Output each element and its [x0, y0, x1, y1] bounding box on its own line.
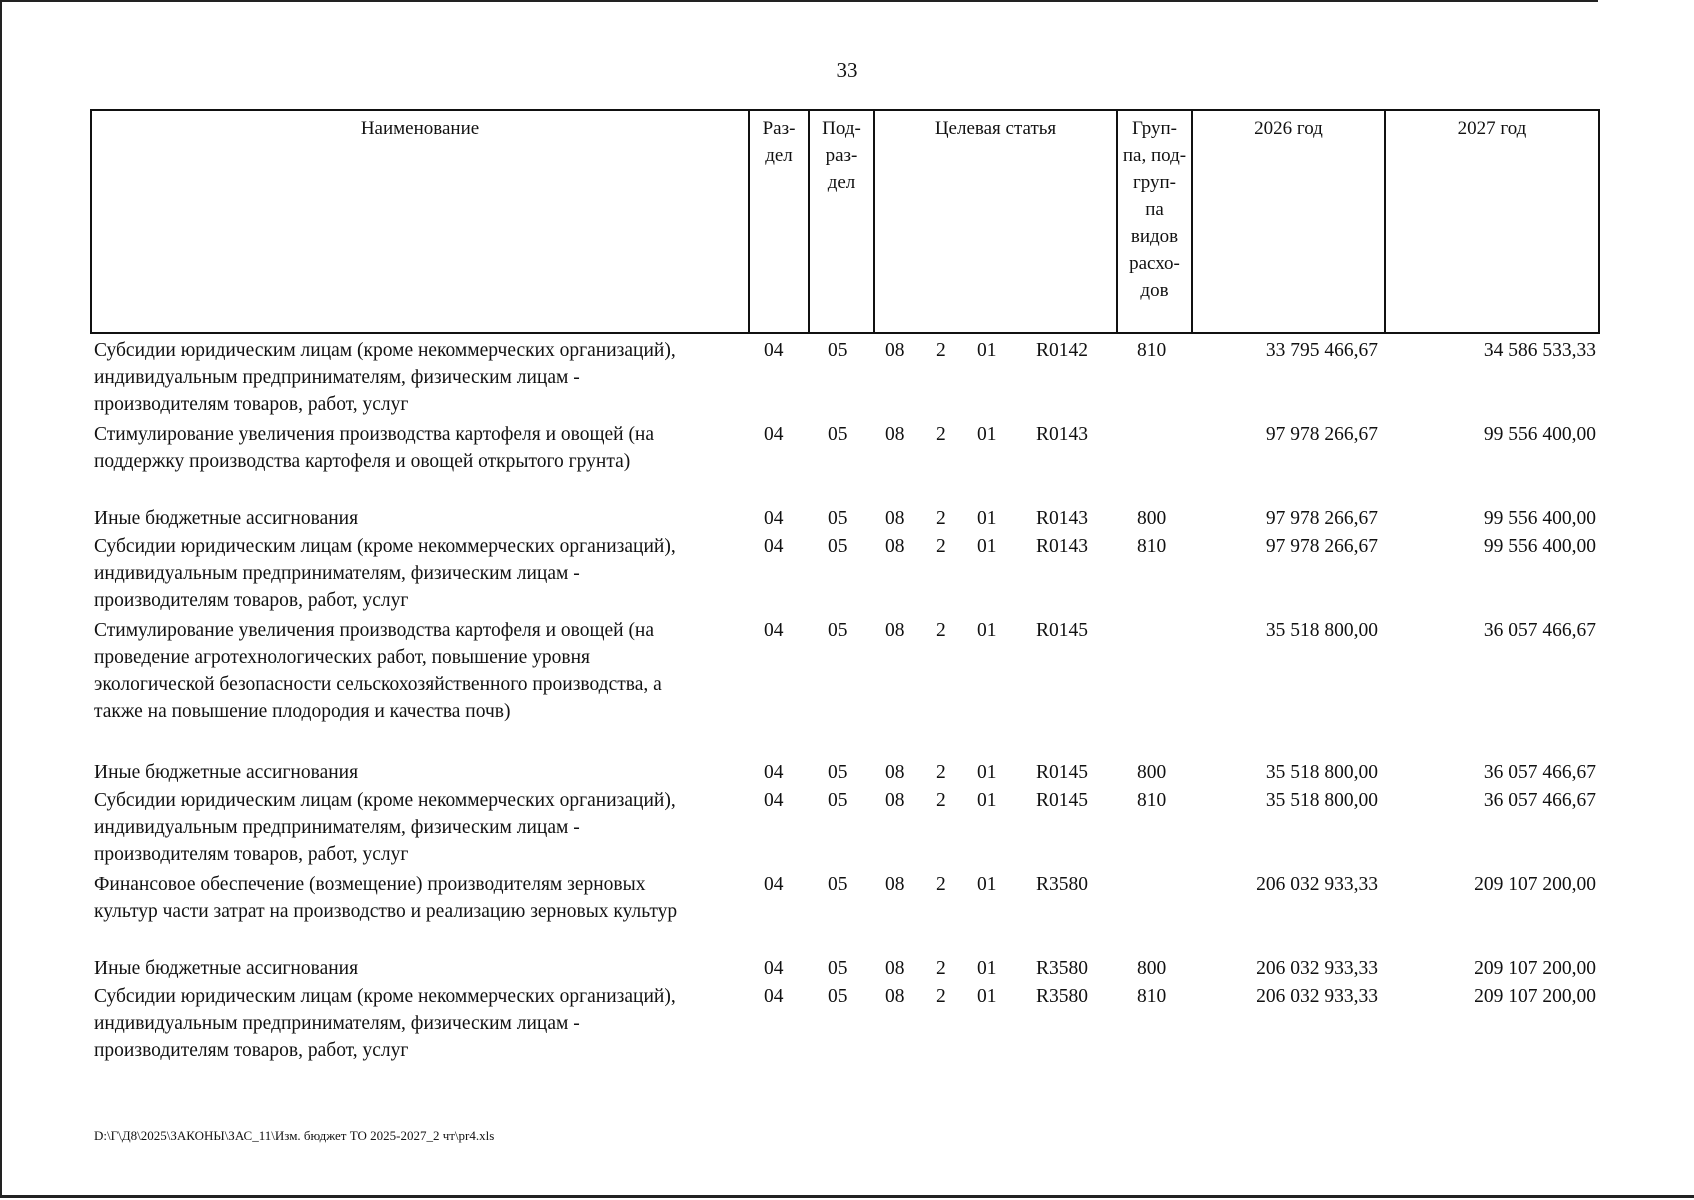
- row-podrazdel: 05: [828, 790, 848, 811]
- row-name-line: производителям товаров, работ, услуг: [94, 394, 409, 415]
- row-p4: R0145: [1036, 620, 1089, 641]
- row-vid: 810: [1137, 340, 1167, 361]
- row-p4: R3580: [1036, 874, 1089, 895]
- row-p1: 08: [885, 620, 905, 641]
- row-name-line: Субсидии юридическим лицам (кроме некоммерческих организаций),: [94, 986, 676, 1007]
- row-p3: 01: [977, 986, 997, 1007]
- row-p3: 01: [977, 508, 997, 529]
- row-y2027: 34 586 533,33: [1483, 340, 1596, 361]
- row-podrazdel: 05: [828, 508, 848, 529]
- row-y2027: 99 556 400,00: [1483, 424, 1596, 445]
- row-p2: 2: [936, 340, 946, 361]
- row-y2027: 99 556 400,00: [1483, 536, 1596, 557]
- row-p3: 01: [977, 620, 997, 641]
- row-p2: 2: [936, 790, 946, 811]
- row-vid: 800: [1137, 508, 1167, 529]
- row-y2026: 33 795 466,67: [1265, 340, 1378, 361]
- header-group-line: расхо-: [1129, 253, 1180, 274]
- header-group-line: груп-: [1132, 172, 1177, 193]
- row-podrazdel: 05: [828, 986, 848, 1007]
- row-podrazdel: 05: [828, 424, 848, 445]
- row-name-line: Субсидии юридическим лицам (кроме некоммерческих организаций),: [94, 340, 676, 361]
- row-name-line: индивидуальным предпринимателям, физическим лицам -: [94, 817, 580, 838]
- row-name-line: индивидуальным предпринимателям, физическим лицам -: [94, 563, 580, 584]
- header-razdel: [748, 111, 808, 332]
- row-p3: 01: [977, 536, 997, 557]
- table-header: [90, 109, 1600, 334]
- row-y2026: 35 518 800,00: [1265, 790, 1378, 811]
- row-name-line: проведение агротехнологических работ, повышение уровня: [94, 647, 591, 668]
- row-y2026: 35 518 800,00: [1265, 762, 1378, 783]
- row-razdel: 04: [764, 790, 784, 811]
- row-p1: 08: [885, 508, 905, 529]
- file-path-footer: D:\Г\Д8\2025\ЗАКОНЫ\ЗАС_11\Изм. бюджет ТО 2025-2027_2 чт\pr4.xls: [94, 1128, 495, 1143]
- header-podrazdel-line: Под-: [822, 118, 861, 139]
- row-name-line: производителям товаров, работ, услуг: [94, 844, 409, 865]
- row-razdel: 04: [764, 762, 784, 783]
- row-y2027: 36 057 466,67: [1483, 790, 1596, 811]
- row-p2: 2: [936, 986, 946, 1007]
- row-name-line: Субсидии юридическим лицам (кроме некоммерческих организаций),: [94, 536, 676, 557]
- row-y2027: 209 107 200,00: [1474, 874, 1596, 895]
- row-p4: R0145: [1036, 790, 1089, 811]
- row-y2026: 97 978 266,67: [1265, 536, 1378, 557]
- row-p3: 01: [977, 762, 997, 783]
- row-name-line: Субсидии юридическим лицам (кроме некоммерческих организаций),: [94, 790, 676, 811]
- row-p1: 08: [885, 536, 905, 557]
- header-group: [1116, 111, 1191, 332]
- row-y2026: 206 032 933,33: [1256, 874, 1378, 895]
- row-razdel: 04: [764, 536, 784, 557]
- header-podrazdel-line: раз-: [825, 145, 858, 166]
- row-y2026: 97 978 266,67: [1265, 508, 1378, 529]
- row-podrazdel: 05: [828, 340, 848, 361]
- row-p4: R0142: [1036, 340, 1089, 361]
- row-p3: 01: [977, 958, 997, 979]
- header-razdel-line: дел: [765, 145, 793, 166]
- row-razdel: 04: [764, 424, 784, 445]
- row-y2026: 206 032 933,33: [1256, 986, 1378, 1007]
- row-name: [94, 421, 744, 475]
- row-podrazdel: 05: [828, 762, 848, 783]
- row-y2027: 36 057 466,67: [1483, 762, 1596, 783]
- row-name-line: также на повышение плодородия и качества почв): [94, 701, 511, 722]
- page-border-top: [0, 0, 1598, 2]
- header-group-line: па: [1145, 199, 1164, 220]
- page-number: 33: [836, 58, 858, 82]
- row-name-line: культур части затрат на производство и реализацию зерновых культур: [94, 901, 678, 922]
- row-p1: 08: [885, 874, 905, 895]
- row-p3: 01: [977, 874, 997, 895]
- row-p3: 01: [977, 790, 997, 811]
- row-y2026: 97 978 266,67: [1265, 424, 1378, 445]
- row-p3: 01: [977, 340, 997, 361]
- row-p1: 08: [885, 762, 905, 783]
- header-2026: 2026 год: [1191, 111, 1384, 332]
- row-vid: 810: [1137, 790, 1167, 811]
- row-p4: R0143: [1036, 424, 1089, 445]
- row-p4: R0143: [1036, 508, 1089, 529]
- row-vid: 810: [1137, 986, 1167, 1007]
- row-name-line: Иные бюджетные ассигнования: [94, 508, 359, 529]
- row-p4: R0143: [1036, 536, 1089, 557]
- row-y2027: 99 556 400,00: [1483, 508, 1596, 529]
- row-name: [94, 983, 744, 1064]
- header-name: Наименование: [360, 118, 480, 139]
- row-name: [94, 617, 744, 725]
- row-p2: 2: [936, 874, 946, 895]
- row-p1: 08: [885, 340, 905, 361]
- row-name: [94, 505, 744, 532]
- row-y2026: 206 032 933,33: [1256, 958, 1378, 979]
- row-name: [94, 955, 744, 982]
- row-podrazdel: 05: [828, 536, 848, 557]
- row-name-line: индивидуальным предпринимателям, физическим лицам -: [94, 367, 580, 388]
- row-p4: R0145: [1036, 762, 1089, 783]
- row-podrazdel: 05: [828, 620, 848, 641]
- row-name-line: Стимулирование увеличения производства картофеля и овощей (на: [94, 620, 655, 641]
- row-p1: 08: [885, 958, 905, 979]
- row-p1: 08: [885, 424, 905, 445]
- header-group-line: видов: [1130, 226, 1179, 247]
- row-vid: 800: [1137, 958, 1167, 979]
- row-name-line: Стимулирование увеличения производства картофеля и овощей (на: [94, 424, 655, 445]
- header-group-line: дов: [1140, 280, 1169, 301]
- header-podrazdel-line: дел: [827, 172, 856, 193]
- row-podrazdel: 05: [828, 874, 848, 895]
- row-name: [94, 787, 744, 868]
- row-p2: 2: [936, 958, 946, 979]
- row-y2027: 209 107 200,00: [1474, 986, 1596, 1007]
- header-razdel-line: Раз-: [762, 118, 796, 139]
- row-name-line: экологической безопасности сельскохозяйственного производства, а: [94, 674, 662, 695]
- page-border-bottom: [0, 1195, 1694, 1198]
- row-p1: 08: [885, 986, 905, 1007]
- row-p3: 01: [977, 424, 997, 445]
- row-y2026: 35 518 800,00: [1265, 620, 1378, 641]
- row-name: [94, 533, 744, 614]
- row-p2: 2: [936, 424, 946, 445]
- row-podrazdel: 05: [828, 958, 848, 979]
- row-name-line: производителям товаров, работ, услуг: [94, 1040, 409, 1061]
- row-razdel: 04: [764, 340, 784, 361]
- row-razdel: 04: [764, 874, 784, 895]
- row-p2: 2: [936, 508, 946, 529]
- row-name-line: Финансовое обеспечение (возмещение) производителям зерновых: [94, 874, 646, 895]
- row-p2: 2: [936, 762, 946, 783]
- row-vid: 810: [1137, 536, 1167, 557]
- row-y2027: 36 057 466,67: [1483, 620, 1596, 641]
- row-p2: 2: [936, 536, 946, 557]
- row-name: [94, 337, 744, 418]
- row-p1: 08: [885, 790, 905, 811]
- row-name-line: Иные бюджетные ассигнования: [94, 762, 359, 783]
- row-name-line: поддержку производства картофеля и овощей открытого грунта): [94, 451, 631, 472]
- header-2027: 2027 год: [1384, 111, 1598, 332]
- row-name-line: индивидуальным предпринимателям, физическим лицам -: [94, 1013, 580, 1034]
- row-y2027: 209 107 200,00: [1474, 958, 1596, 979]
- row-razdel: 04: [764, 508, 784, 529]
- row-name-line: Иные бюджетные ассигнования: [94, 958, 359, 979]
- row-name: [94, 871, 744, 925]
- header-group-line: Груп-: [1131, 118, 1178, 139]
- page-border-left: [0, 0, 2, 1198]
- row-vid: 800: [1137, 762, 1167, 783]
- row-p4: R3580: [1036, 986, 1089, 1007]
- header-target: Целевая статья: [873, 111, 1116, 332]
- row-razdel: 04: [764, 986, 784, 1007]
- row-razdel: 04: [764, 958, 784, 979]
- row-razdel: 04: [764, 620, 784, 641]
- row-p4: R3580: [1036, 958, 1089, 979]
- row-name-line: производителям товаров, работ, услуг: [94, 590, 409, 611]
- header-group-line: па, под-: [1122, 145, 1187, 166]
- header-podrazdel: [808, 111, 873, 332]
- row-name: [94, 759, 744, 786]
- row-p2: 2: [936, 620, 946, 641]
